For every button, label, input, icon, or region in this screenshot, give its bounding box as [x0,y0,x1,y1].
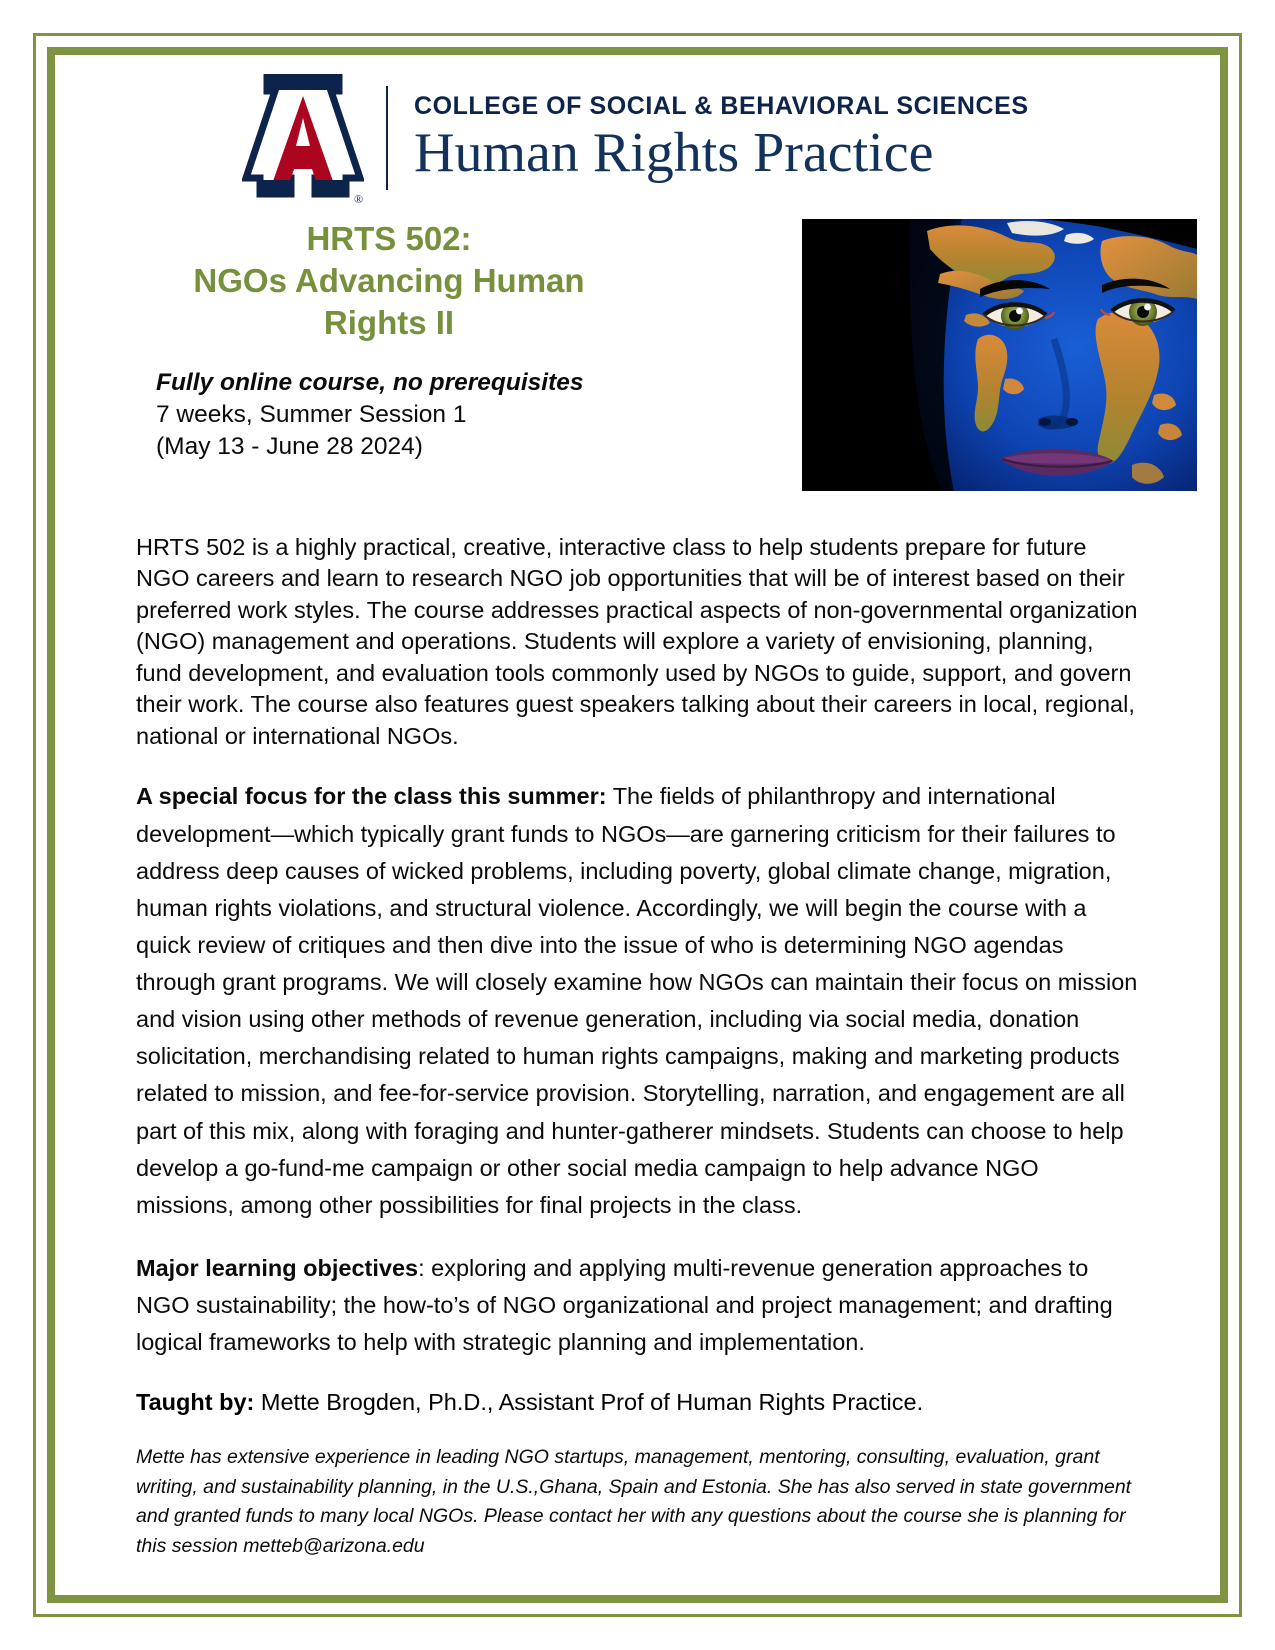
course-title-line-2: NGOs Advancing Human [193,262,585,300]
college-name: COLLEGE OF SOCIAL & BEHAVIORAL SCIENCES [414,91,1029,120]
logo-divider [386,86,388,190]
course-title-line-3: Rights II [323,304,455,342]
hero-section [132,218,1145,510]
course-title-block [132,218,632,464]
course-format: Fully online course, no prerequisites [156,368,584,396]
course-duration: 7 weeks, Summer Session 1 [156,401,467,429]
course-meta [156,367,632,464]
learning-objectives-text: : exploring and applying multi-revenue generation approaches to NGO sustainability; the how-to’s of NGO organizational and project management; and drafting logical frameworks to help with strategic planning and implementation. [136,1254,1113,1356]
special-focus-paragraph [136,778,1141,1224]
learning-objectives-paragraph [136,1250,1141,1361]
course-description [132,532,1145,1562]
course-dates: (May 13 - June 28 2024) [156,433,423,461]
brand-header [132,62,1145,206]
hero-image-world-face [802,219,1197,491]
brand-wordmark [414,91,1145,184]
special-focus-text: The fields of philanthropy and international development—which typically grant funds to NGOs—are garnering criticism for their failures to address deep causes of wicked problems, including poverty, global climate change, migration, human rights violations, and structural violence. Accordingly, we will begin the course with a quick review of critiques and then dive into the issue of who is determining NGO agendas through grant programs. We will closely examine how NGOs can maintain their focus on mission and vision using other methods of revenue generation, including via social media, donation solicitation, merchandising related to human rights campaigns, making and marketing products related to mission, and fee-for-service provision. Storytelling, narration, and engagement are all part of this mix, along with foraging and hunter-gatherer mindsets. Students can choose to help develop a go-fund-me campaign or other social media campaign to help advance NGO missions, among other possibilities for final projects in the class. [136,783,1138,1218]
special-focus-label: A special focus for the class this summer: [136,783,607,810]
instructor-bio: Mette has extensive experience in leading NGO startups, management, mentoring, consulting, evaluation, grant writing, and sustainability planning, in the U.S.,Ghana, Spain and Estonia. She has also served in state government and granted funds to many local NGOs. Please contact her with any questions about the course she is planning for this session metteb@arizona.edu [136,1445,1132,1558]
university-of-arizona-block-a-icon [242,74,364,206]
instructor-line [136,1387,1141,1418]
intro-paragraph: HRTS 502 is a highly practical, creative, interactive class to help students prepare for future NGO careers and learn to research NGO job opportunities that will be of interest based on their preferred work styles. The course addresses practical aspects of non-governmental organization (NGO) management and operations. Students will explore a variety of envisioning, planning, fund development, and evaluation tools commonly used by NGOs to guide, support, and govern their work. The course also features guest speakers talking about their careers in local, regional, national or international NGOs. [136,534,1138,749]
flyer-content [70,62,1205,1588]
instructor-name: Mette Brogden, Ph.D., Assistant Prof of Human Rights Practice. [254,1389,924,1416]
program-name: Human Rights Practice [414,121,934,184]
page-title [156,218,632,345]
svg-text:®: ® [354,192,364,206]
course-title-line-1: HRTS 502: [306,220,472,257]
learning-objectives-label: Major learning objectives [136,1254,419,1281]
taught-by-label: Taught by: [136,1389,255,1416]
